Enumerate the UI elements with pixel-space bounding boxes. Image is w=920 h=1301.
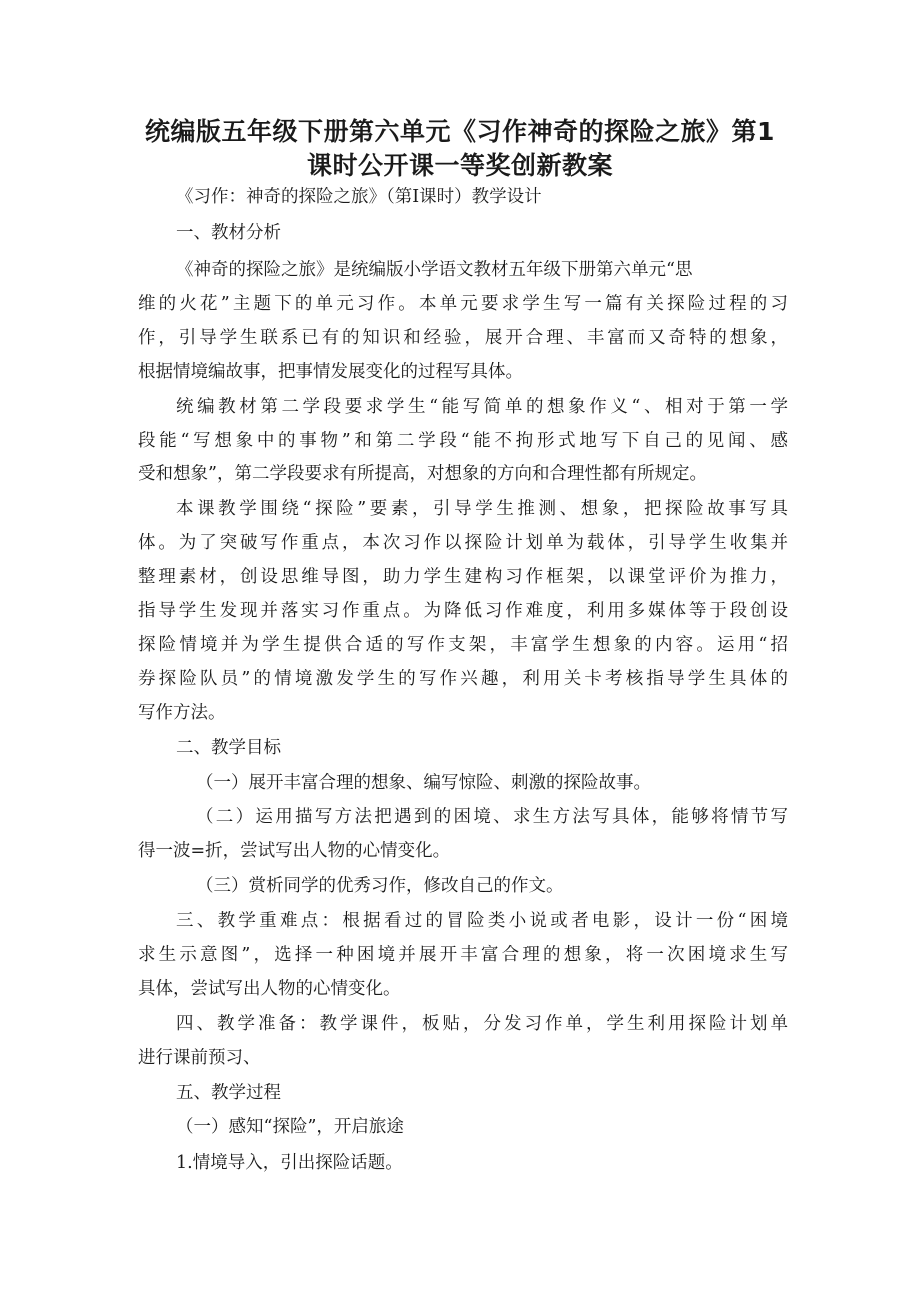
goal-3: （三）赏析同学的优秀习作，修改自己的作文。 [196,876,564,896]
paragraph-2-line-1: 统编教材第二学段要求学生“能写简单的想象作义“、相对于第一学 [176,397,788,417]
paragraph-3-line-5: 探险情境并为学生提供合适的写作支架，丰富学生想象的内容。运用“招 [138,635,788,655]
paragraph-3-line-6: 券探险队员”的情境激发学生的写作兴趣，利用关卡考核指导学生具体的 [138,669,788,689]
goal-2-line-1: （二）运用描写方法把遇到的困境、求生方法写具体，能够将情节写 [196,807,788,827]
document-subtitle: 《习作：神奇的探险之旅》（第Ⅰ课时）教学设计 [176,187,542,207]
section-heading-4-line-1: 四、教学准备：教学课件，板贴，分发习作单，学生利用探险计划单 [176,1014,788,1034]
paragraph-1-line-1: 《神奇的探险之旅》是统编版小学语文教材五年级下册第六单元“思 [176,260,693,280]
process-step-1-1: 1.情境导入，引出探险话题。 [176,1153,403,1173]
section-heading-3-line-3: 具体，尝试写出人物的心情变化。 [138,979,401,999]
document-title-line-1: 统编版五年级下册第六单元《习作神奇的探险之旅》第1 [145,117,775,146]
section-heading-5: 五、教学过程 [176,1083,281,1103]
paragraph-1-line-4: 根据情境编故事，把事情发展变化的过程写具体。 [138,362,523,382]
paragraph-3-line-7: 写作方法。 [138,703,226,723]
section-heading-2: 二、教学目标 [176,738,281,758]
paragraph-2-line-2: 段能“写想象中的事物”和第二学段“能不拘形式地写下自己的见闻、感 [138,431,788,451]
process-step-1: （一）感知“探险”，开启旅途 [176,1117,404,1137]
paragraph-1-line-2: 维的火花”主题下的单元习作。本单元要求学生写一篇有关探险过程的习 [138,294,788,314]
document-title-line-2: 课时公开课一等奖创新教案 [306,151,613,180]
section-heading-3-line-2: 求生示意图”，选择一种困境并展开丰富合理的想象，将一次困境求生写 [138,945,788,965]
paragraph-2-line-3: 受和想象”，第二学段要求有所提高，对想象的方向和合理性都有所规定。 [138,464,707,484]
paragraph-3-line-2: 体。为了突破写作重点，本次习作以探险计划单为载体，引导学生收集并 [138,533,788,553]
section-heading-3-line-1: 三、教学重难点：根据看过的冒险类小说或者电影，设计一份“困境 [176,911,788,931]
section-heading-1: 一、教材分析 [176,223,281,243]
goal-2-line-2: 得一波=折，尝试写出人物的心情变化。 [138,841,451,861]
paragraph-3-line-3: 整理素材，创设思维导图，助力学生建构习作框架，以课堂评价为推力， [138,567,788,587]
paragraph-3-line-4: 指导学生发现并落实习作重点。为降低习作难度，利用多媒体等于段创设 [138,601,788,621]
paragraph-3-line-1: 本课教学围绕“探险”要素，引导学生推测、想象，把探险故事写具 [176,499,788,519]
paragraph-1-line-3: 作，引导学生联系已有的知识和经验，展开合理、丰富而又奇特的想象， [138,328,788,348]
goal-1: （一）展开丰富合理的想象、编写惊险、刺激的探险故事。 [196,773,651,793]
section-heading-4-line-2: 进行课前预习、 [138,1048,261,1068]
